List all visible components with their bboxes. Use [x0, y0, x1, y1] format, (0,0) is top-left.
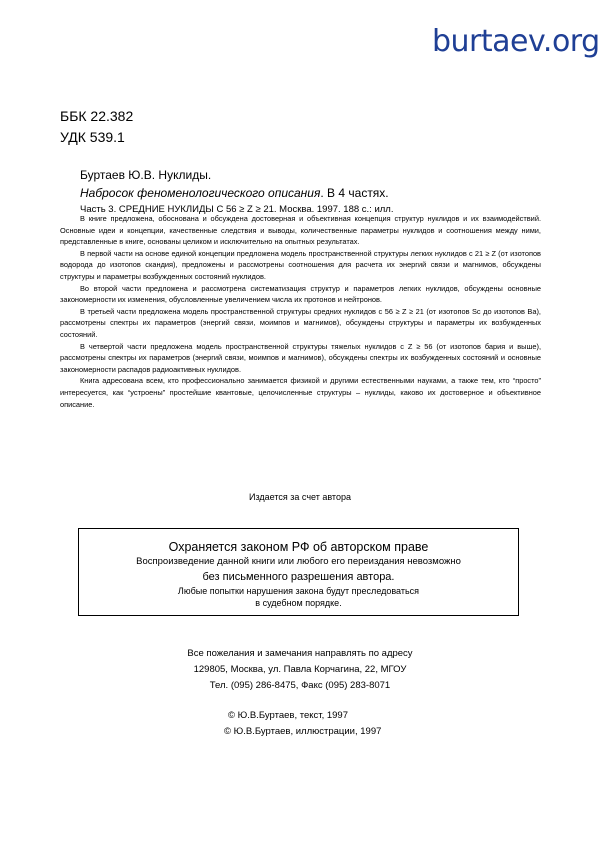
abstract-paragraph: В четвертой части предложена модель пространственной структуры тяжелых нуклидов с Z ≥ 56 (от изотопов бария и выше), рассмотрены спектры их параметров (энергий связи, моимпов и магнимов), обсуждены спектры их возбужденных состояний и основные закономерности распадов радиоактивных нуклидов.	[60, 341, 541, 374]
contact-address: 129805, Москва, ул. Павла Корчагина, 22, МГОУ	[193, 664, 407, 675]
subtitle	[80, 186, 389, 200]
copyright-illustrations-credit: © Ю.В.Буртаев, иллюстрации, 1997	[224, 726, 382, 737]
contact-info	[0, 646, 600, 694]
bbk-code: ББК 22.382	[60, 108, 134, 124]
copyright-line: без письменного разрешения автора.	[202, 571, 395, 583]
author-title: Буртаев Ю.В. Нуклиды.	[80, 168, 212, 182]
subtitle-rest: . В 4 частях.	[320, 186, 389, 200]
copyright-box	[78, 528, 519, 616]
classification-codes	[60, 106, 133, 148]
abstract-paragraph: В третьей части предложена модель пространственной структуры средних нуклидов с 56 ≥ Z ≥ 21 (от изотопов Sc до изотопов Ba), рассмотрены спектры их параметров (энергий связи, моимпов и магнимов), обсуждены структуры и параметры их возбужденных состояний.	[60, 306, 541, 339]
part-info: Часть 3. СРЕДНИЕ НУКЛИДЫ С 56 ≥ Z ≥ 21. Москва. 1997. 188 с.: илл.	[80, 204, 394, 215]
subtitle-italic: Набросок феноменологического описания	[80, 186, 321, 200]
contact-line: Все пожелания и замечания направлять по адресу	[187, 648, 413, 659]
abstract-paragraph: В книге предложена, обоснована и обсуждена достоверная и объективная концепция структур нуклидов и их взаимодействий. Основные идеи и концепции, качественные следствия и выводы, количественные параметры нуклидов и соотношения между ними, представленные в книге, основаны целиком и исключительно на опытных результатах.	[60, 214, 541, 247]
copyright-title: Охраняется законом РФ об авторском праве	[168, 540, 429, 554]
copyright-line: Любые попытки нарушения закона будут преследоваться	[177, 586, 420, 596]
copyright-line: Воспроизведение данной книги или любого его переиздания невозможно	[136, 556, 461, 567]
contact-phone: Тел. (095) 286-8475, Факс (095) 283-8071	[209, 680, 391, 691]
abstract-paragraph: Книга адресована всем, кто профессионально занимается физикой и другими естественными науками, а также тем, кто “просто” интересуется, как “устроены” простейшие квантовые, целочисленные структуры – нуклиды, каково их достоверное и объективное описание.	[60, 376, 541, 409]
abstract	[60, 213, 541, 410]
publisher-note: Издается за счет автора	[249, 492, 351, 502]
site-logo: burtaev.org	[432, 24, 600, 59]
abstract-paragraph: В первой части на основе единой концепции предложена модель пространственной структуры легких нуклидов с 21 ≥ Z (от изотопов водорода до изотопов скандия), предложены и рассмотрены соотношения для расчета их энергий связи и магнимов, обсуждены структуры и параметры возбужденных состояний нуклидов.	[60, 248, 541, 281]
copyright-text-credit: © Ю.В.Буртаев, текст, 1997	[228, 710, 348, 721]
udk-code: УДК 539.1	[60, 129, 125, 145]
abstract-paragraph: Во второй части предложена и рассмотрена систематизация структур и параметров легких нуклидов, обсуждены основные закономерности их изменения, обусловленные увеличением числа их протонов и нейтронов.	[60, 283, 541, 305]
copyright-line: в судебном порядке.	[255, 598, 342, 608]
